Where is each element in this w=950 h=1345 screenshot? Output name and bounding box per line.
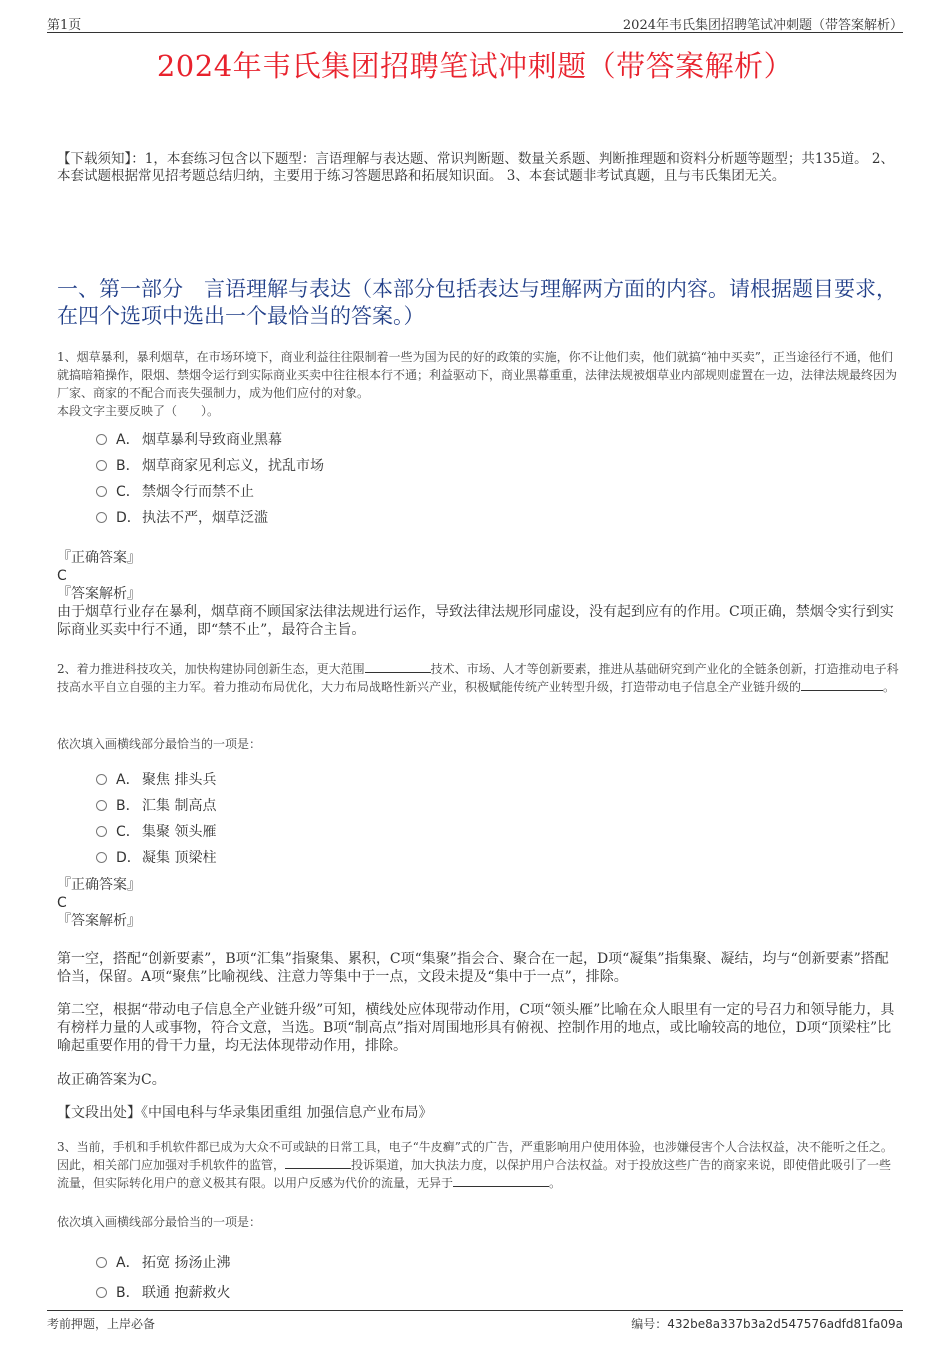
fill-blank (801, 679, 883, 691)
download-notice: 【下载须知】：1，本套练习包含以下题型：言语理解与表达题、常识判断题、数量关系题、判断推理题和资料分析题等题型；共135道。 2、本套试题根据常见招考题总结归纳，主要用于练习答题思路和拓展知识面。 3、本套试题非考试真题，且与韦氏集团无关。 (57, 151, 894, 184)
radio-icon[interactable] (96, 1287, 107, 1298)
answer-label: 『正确答案』 (57, 877, 141, 893)
question-1-body: 1、烟草暴利，暴利烟草，在市场环境下，商业利益往往限制着一些为国为民的好的政策的实施，你不让他们卖，他们就搞“袖中买卖”，正当途径行不通，他们就搞暗箱操作，限烟、禁烟令运行到实际商业买卖中往往根本行不通；利益驱动下，商业黑幕重重，法律法规被烟草业内部规则虚置在一边，法律法规最终因为厂家、商家的不配合而丧失强制力，成为他们应付的对象。 (57, 350, 898, 400)
radio-icon[interactable] (96, 486, 107, 497)
radio-icon[interactable] (96, 434, 107, 445)
option-d[interactable]: D． 执法不严，烟草泛滥 (96, 504, 324, 530)
question-3-text: 3、当前，手机和手机软件都已成为大众不可或缺的日常工具，电子“牛皮癣”式的广告，严重影响用户使用体验，也涉嫌侵害个人合法权益，决不能听之任之。因此，相关部门应加强对手机软件的监管， 投诉渠道，加大执法力度，以保护用户合法权益。对于投放这些广告的商家来说，即使借此吸引了一些流量，但实际转化用户的意义极其有限。以用户反感为代价的流量，无异于 。 (57, 1140, 893, 1190)
analysis-conclusion: 故正确答案为C。 (57, 1072, 166, 1088)
option-a[interactable]: A． 烟草暴利导致商业黑幕 (96, 426, 324, 452)
option-b[interactable]: B． 烟草商家见利忘义，扰乱市场 (96, 452, 324, 478)
footer-slogan: 考前押题，上岸必备 (47, 1317, 156, 1331)
radio-icon[interactable] (96, 826, 107, 837)
question-2-answer (57, 876, 902, 930)
question-3-options (96, 1245, 230, 1305)
question-3-prompt: 依次填入画横线部分最恰当的一项是： (57, 1215, 262, 1229)
radio-icon[interactable] (96, 512, 107, 523)
option-a[interactable]: A． 聚焦 排头兵 (96, 766, 216, 792)
source-citation: 【文段出处】《中国电科与华录集团重组 加强信息产业布局》 (57, 1105, 433, 1121)
analysis-label: 『答案解析』 (57, 586, 141, 602)
document-title: 2024年韦氏集团招聘笔试冲刺题（带答案解析） (156, 49, 794, 83)
question-2-text: 2、着力推进科技攻关，加快构建协同创新生态，更大范围 技术、市场、人才等创新要素，推进从基础研究到产业化的全链条创新，打造推动电子科技高水平自立自强的主力军。着力推动布局优化，大力布局战略性新兴产业，积极赋能传统产业转型升级，打造带动电子信息全产业链升级的 。 (57, 662, 899, 694)
option-a[interactable]: A． 拓宽 扬汤止沸 (96, 1245, 230, 1279)
option-c[interactable]: C． 禁烟令行而禁不止 (96, 478, 324, 504)
page-number: 第1页 (47, 18, 82, 33)
question-2-options (96, 766, 216, 870)
question-1-prompt: 本段文字主要反映了（ ）。 (57, 404, 220, 418)
answer-label: 『正确答案』 (57, 550, 141, 566)
question-1-text (57, 348, 902, 420)
question-1-options (96, 426, 324, 530)
analysis-text: 由于烟草行业存在暴利，烟草商不顾国家法律法规进行运作，导致法律法规形同虚设，没有起到应有的作用。C项正确，禁烟令实行到实际商业买卖中行不通，即“禁不止”，最符合主旨。 (57, 604, 894, 638)
option-c[interactable]: C． 集聚 领头雁 (96, 818, 216, 844)
radio-icon[interactable] (96, 774, 107, 785)
fill-blank (285, 1157, 351, 1169)
page-header (47, 12, 903, 33)
radio-icon[interactable] (96, 1257, 107, 1268)
answer-value: C (57, 895, 67, 911)
page-footer (47, 1310, 903, 1331)
section-heading: 一、第一部分 言语理解与表达（本部分包括表达与理解两方面的内容。请根据题目要求，在四个选项中选出一个最恰当的答案。） (57, 277, 897, 328)
fill-blank (453, 1175, 549, 1187)
fill-blank (365, 661, 431, 673)
question-1-answer (57, 549, 902, 639)
header-doc-title: 2024年韦氏集团招聘笔试冲刺题（带答案解析） (622, 18, 903, 33)
radio-icon[interactable] (96, 852, 107, 863)
radio-icon[interactable] (96, 460, 107, 471)
option-b[interactable]: B． 汇集 制高点 (96, 792, 216, 818)
radio-icon[interactable] (96, 800, 107, 811)
document-code: 编号：432be8a337b3a2d547576adfd81fa09a (631, 1317, 903, 1331)
answer-value: C (57, 568, 67, 584)
option-b[interactable]: B． 联通 抱薪救火 (96, 1279, 230, 1305)
option-d[interactable]: D． 凝集 顶梁柱 (96, 844, 216, 870)
analysis-paragraph-2: 第二空，根据“带动电子信息全产业链升级”可知，横线处应体现带动作用，C项“领头雁”比喻在众人眼里有一定的号召力和领导能力，具有榜样力量的人或事物，符合文意，当选。B项“制高点”指对周围地形具有俯视、控制作用的地点，或比喻较高的地位，D项“顶梁柱”比喻起重要作用的骨干力量，均无法体现带动作用，排除。 (57, 1002, 895, 1054)
question-2-prompt: 依次填入画横线部分最恰当的一项是： (57, 737, 262, 751)
analysis-paragraph-1: 第一空，搭配“创新要素”，B项“汇集”指聚集、累积，C项“集聚”指会合、聚合在一起，D项“凝集”指集聚、凝结，均与“创新要素”搭配恰当，保留。A项“聚焦”比喻视线、注意力等集中于一点，文段未提及“集中于一点”，排除。 (57, 951, 889, 985)
analysis-label: 『答案解析』 (57, 913, 141, 929)
